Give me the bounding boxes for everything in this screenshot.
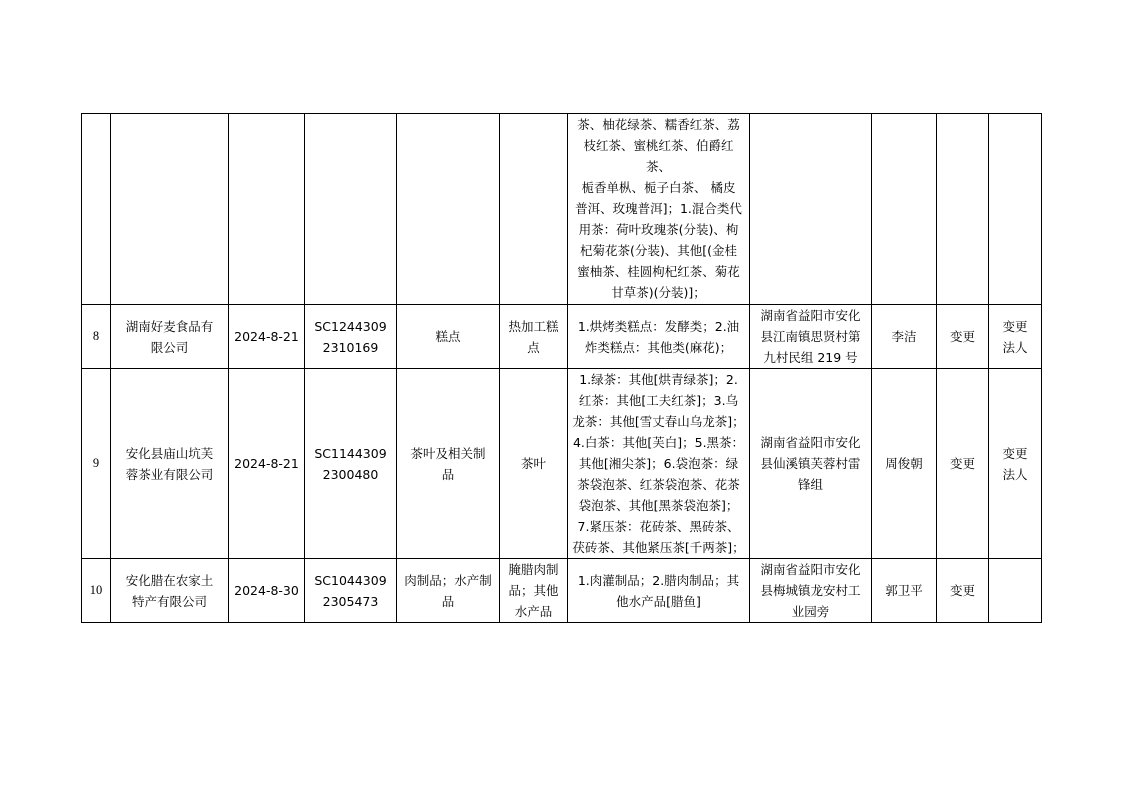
product-scope-cell: 1.肉灌制品；2.腊肉制品；其 他水产品[腊鱼] — [568, 559, 750, 623]
food-subcategory-cell: 腌腊肉制 品；其他 水产品 — [500, 559, 568, 623]
approval-type-cell — [937, 114, 989, 305]
food-subcategory-cell: 茶叶 — [500, 369, 568, 559]
address-cell — [750, 114, 872, 305]
row-number-cell: 9 — [82, 369, 111, 559]
approval-type-cell: 变更 — [937, 305, 989, 369]
change-item-cell — [989, 114, 1042, 305]
product-scope-cell: 1.绿茶：其他[烘青绿茶]；2. 红茶：其他[工夫红茶]；3.乌 龙茶：其他[雪丈春山乌龙茶]； 4.白茶：其他[芙白]；5.黑茶： 其他[湘尖茶]；6.袋泡茶：绿 茶袋泡茶、红茶袋泡茶、花茶 袋泡茶、其他[黑茶袋泡茶]； 7.紧压茶：花砖茶、黑砖茶、 茯砖茶、其他紧压茶[千两茶]； — [568, 369, 750, 559]
row-number-cell — [82, 114, 111, 305]
food-category-cell: 茶叶及相关制 品 — [397, 369, 500, 559]
table-row — [82, 369, 1042, 559]
food-category-cell — [397, 114, 500, 305]
table-row — [82, 114, 1042, 305]
approval-type-cell: 变更 — [937, 559, 989, 623]
food-category-cell: 肉制品；水产制 品 — [397, 559, 500, 623]
table-row — [82, 559, 1042, 623]
food-subcategory-cell: 热加工糕 点 — [500, 305, 568, 369]
license-table — [81, 113, 1042, 623]
table-row — [82, 305, 1042, 369]
company-name-cell — [111, 114, 229, 305]
food-subcategory-cell — [500, 114, 568, 305]
date-cell: 2024-8-30 — [229, 559, 305, 623]
legal-person-cell: 李洁 — [872, 305, 937, 369]
legal-person-cell: 周俊朝 — [872, 369, 937, 559]
approval-type-cell: 变更 — [937, 369, 989, 559]
license-number-cell — [305, 114, 397, 305]
company-name-cell: 安化县庙山坑芙 蓉茶业有限公司 — [111, 369, 229, 559]
date-cell — [229, 114, 305, 305]
change-item-cell: 变更 法人 — [989, 305, 1042, 369]
company-name-cell: 安化腊在农家土 特产有限公司 — [111, 559, 229, 623]
legal-person-cell: 郭卫平 — [872, 559, 937, 623]
company-name-cell: 湖南好麦食品有 限公司 — [111, 305, 229, 369]
license-number-cell: SC1244309 2310169 — [305, 305, 397, 369]
address-cell: 湖南省益阳市安化 县仙溪镇芙蓉村雷 锋组 — [750, 369, 872, 559]
license-number-cell: SC1144309 2300480 — [305, 369, 397, 559]
address-cell: 湖南省益阳市安化 县梅城镇龙安村工 业园旁 — [750, 559, 872, 623]
product-scope-cell: 1.烘烤类糕点：发酵类；2.油 炸类糕点：其他类(麻花)； — [568, 305, 750, 369]
date-cell: 2024-8-21 — [229, 305, 305, 369]
date-cell: 2024-8-21 — [229, 369, 305, 559]
product-scope-cell: 茶、柚花绿茶、糯香红茶、荔 枝红茶、蜜桃红茶、伯爵红茶、 栀香单枞、栀子白茶、 橘皮 普洱、玫瑰普洱]；1.混合类代 用茶：荷叶玫瑰茶(分装)、枸 杞菊花茶(分装)、其他[(金桂 蜜柚茶、桂圆枸杞红茶、菊花 甘草茶)(分装)]； — [568, 114, 750, 305]
row-number-cell: 10 — [82, 559, 111, 623]
row-number-cell: 8 — [82, 305, 111, 369]
change-item-cell — [989, 559, 1042, 623]
address-cell: 湖南省益阳市安化 县江南镇思贤村第 九村民组 219 号 — [750, 305, 872, 369]
legal-person-cell — [872, 114, 937, 305]
food-category-cell: 糕点 — [397, 305, 500, 369]
change-item-cell: 变更 法人 — [989, 369, 1042, 559]
license-number-cell: SC1044309 2305473 — [305, 559, 397, 623]
